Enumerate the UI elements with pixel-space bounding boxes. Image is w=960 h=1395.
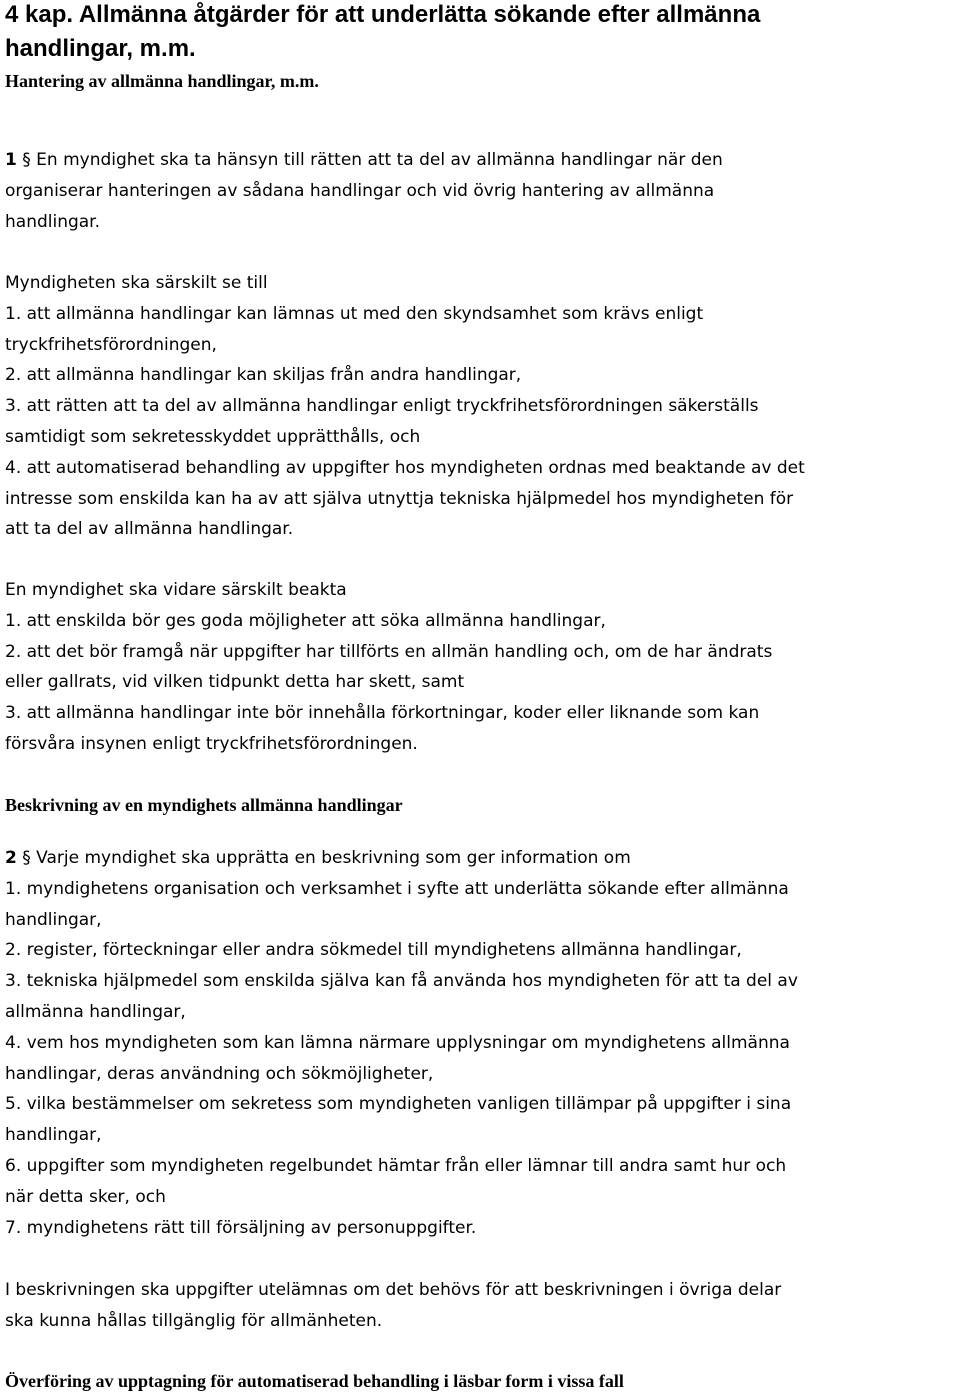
list-myndigheten <box>5 268 805 545</box>
section-heading <box>5 794 403 816</box>
list-item: 5. vilka bestämmelser om sekretess som myndigheten vanligen tillämpar på uppgifter i sina <box>5 1094 792 1115</box>
list-item: 2. att allmänna handlingar kan skiljas från andra handlingar, <box>5 365 522 386</box>
text-line: organiserar hanteringen av sådana handlingar och vid övrig hantering av allmänna <box>5 180 715 201</box>
paragraph-2 <box>5 843 798 1243</box>
text-line: En myndighet ska ta hänsyn till rätten att ta del av allmänna handlingar när den <box>30 150 723 170</box>
text-line: I beskrivningen ska uppgifter utelämnas om det behövs för att beskrivningen i övriga delar <box>5 1280 782 1300</box>
list-item: intresse som enskilda kan ha av att själva utnyttja tekniska hjälpmedel hos myndigheten för <box>5 488 794 509</box>
text-line: Varje myndighet ska upprätta en beskrivning som ger information om <box>30 848 631 868</box>
paragraph-line <box>5 843 798 874</box>
list-item: 2. att det bör framgå när uppgifter har tillförts en allmän handling och, om de har ändrats <box>5 641 773 662</box>
chapter-title-line: 4 kap. Allmänna åtgärder för att underlätta sökande efter allmänna <box>5 1 761 28</box>
list-item: att ta del av allmänna handlingar. <box>5 519 294 540</box>
section-heading-text: Överföring av upptagning för automatiserad behandling i läsbar form i vissa fall <box>5 1371 624 1391</box>
paragraph-line <box>5 145 723 176</box>
list-item: 2. register, förteckningar eller andra sökmedel till myndighetens allmänna handlingar, <box>5 940 742 961</box>
section-heading-text: Beskrivning av en myndighets allmänna handlingar <box>5 795 403 815</box>
paragraph-closing <box>5 1275 781 1337</box>
list-item: 6. uppgifter som myndigheten regelbundet hämtar från eller lämnar till andra samt hur och <box>5 1155 787 1176</box>
list-item: handlingar, <box>5 1125 102 1146</box>
list-item: 3. att allmänna handlingar inte bör innehålla förkortningar, koder eller liknande som kan <box>5 703 760 724</box>
list-item: tryckfrihetsförordningen, <box>5 334 217 355</box>
list-item: 7. myndighetens rätt till försäljning av personuppgifter. <box>5 1217 477 1238</box>
section-heading-text: Hantering av allmänna handlingar, m.m. <box>5 71 319 91</box>
section-sign: § <box>22 848 31 868</box>
list-item: eller gallrats, vid vilken tidpunkt detta har skett, samt <box>5 672 465 693</box>
list-item: 3. att rätten att ta del av allmänna handlingar enligt tryckfrihetsförordningen säkerställs <box>5 396 759 417</box>
list-item: 4. att automatiserad behandling av uppgifter hos myndigheten ordnas med beaktande av det <box>5 457 805 478</box>
chapter-title <box>5 0 760 64</box>
list-lead: Myndigheten ska särskilt se till <box>5 273 268 293</box>
paragraph-1 <box>5 145 723 237</box>
list-item: handlingar, <box>5 909 102 930</box>
list-item: samtidigt som sekretesskyddet upprätthålls, och <box>5 426 421 447</box>
section-number: 1 <box>5 150 17 170</box>
list-item: när detta sker, och <box>5 1186 166 1207</box>
section-number: 2 <box>5 848 17 868</box>
list-item: allmänna handlingar, <box>5 1001 186 1022</box>
chapter-title-line: handlingar, m.m. <box>5 35 196 62</box>
list-item: 1. myndighetens organisation och verksamhet i syfte att underlätta sökande efter allmänna <box>5 878 789 899</box>
text-line: ska kunna hållas tillgänglig för allmänheten. <box>5 1310 383 1331</box>
list-item: 4. vem hos myndigheten som kan lämna närmare upplysningar om myndighetens allmänna <box>5 1032 790 1053</box>
list-item: handlingar, deras användning och sökmöjligheter, <box>5 1063 434 1084</box>
list-item: 3. tekniska hjälpmedel som enskilda själva kan få använda hos myndigheten för att ta del av <box>5 971 798 992</box>
text-line: handlingar. <box>5 211 101 232</box>
section-heading <box>5 1370 624 1392</box>
section-sign: § <box>22 150 31 170</box>
list-item: 1. att allmänna handlingar kan lämnas ut med den skyndsamhet som krävs enligt <box>5 303 704 324</box>
list-beakta <box>5 575 772 760</box>
section-heading <box>5 70 319 92</box>
list-lead: En myndighet ska vidare särskilt beakta <box>5 580 347 600</box>
list-item: försvåra insynen enligt tryckfrihetsförordningen. <box>5 733 418 754</box>
list-item: 1. att enskilda bör ges goda möjligheter att söka allmänna handlingar, <box>5 610 606 631</box>
